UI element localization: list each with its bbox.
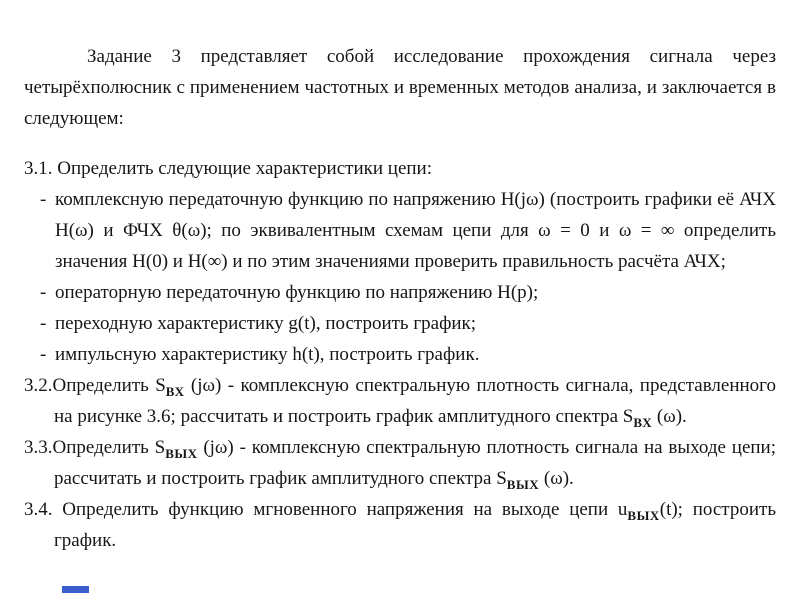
dash-marker: - — [40, 189, 47, 210]
dash-item-operator-function — [24, 277, 776, 308]
item-3-2-number: 3.2. — [24, 375, 53, 396]
item-3-1-number: 3.1. — [24, 158, 53, 179]
item-3-3 — [24, 432, 776, 494]
dash-marker: - — [40, 313, 47, 334]
dash-item-text: переходную характеристику g(t), построить график; — [55, 313, 477, 334]
dash-marker: - — [40, 282, 47, 303]
dash-marker: - — [40, 344, 47, 365]
dash-item-impulse-response — [24, 339, 776, 370]
dash-item-text: импульсную характеристику h(t), построить график. — [55, 344, 480, 365]
item-3-2 — [24, 370, 776, 432]
item-3-1-text: Определить следующие характеристики цепи: — [52, 158, 432, 179]
dash-item-text: операторную передаточную функцию по напряжению H(p); — [55, 282, 539, 303]
item-3-4 — [24, 494, 776, 556]
item-3-1 — [24, 153, 776, 184]
blue-ui-fragment — [62, 586, 89, 593]
intro-paragraph: Задание 3 представляет собой исследование прохождения сигнала через четырёхполюсник с применением частотных и временных методов анализа, и заключается в следующем: — [24, 46, 776, 129]
item-3-3-number: 3.3. — [24, 437, 53, 458]
item-3-2-text: Определить $S_{ВХ}$ (jω) - комплексную спектральную плотность сигнала, представленного на рисунке 3.6; рассчитать и построить график амплитудного спектра $S_{ВХ}$ (ω). — [52, 375, 776, 430]
dash-item-transfer-function — [24, 184, 776, 277]
item-3-3-text: Определить $S_{ВЫХ}$ (jω) - комплексную спектральную плотность сигнала на выходе цепи; рассчитать и построить график амплитудного спектра $S_{ВЫХ}$ (ω). — [52, 437, 776, 492]
dash-item-step-response — [24, 308, 776, 339]
document-page — [24, 22, 776, 556]
item-3-4-number: 3.4. — [24, 499, 53, 520]
dash-item-text: комплексную передаточную функцию по напряжению H(jω) (построить графики её АЧХ H(ω) и ФЧХ θ(ω); по эквивалентным схемам цепи для ω = 0 и ω = ∞ определить значения H(0) и H(∞) и по этим значениями проверить правильность расчёта АЧХ; — [55, 189, 776, 272]
item-3-4-text: Определить функцию мгновенного напряжения на выходе цепи $u_{ВЫХ}(t)$; построить график. — [52, 499, 776, 551]
